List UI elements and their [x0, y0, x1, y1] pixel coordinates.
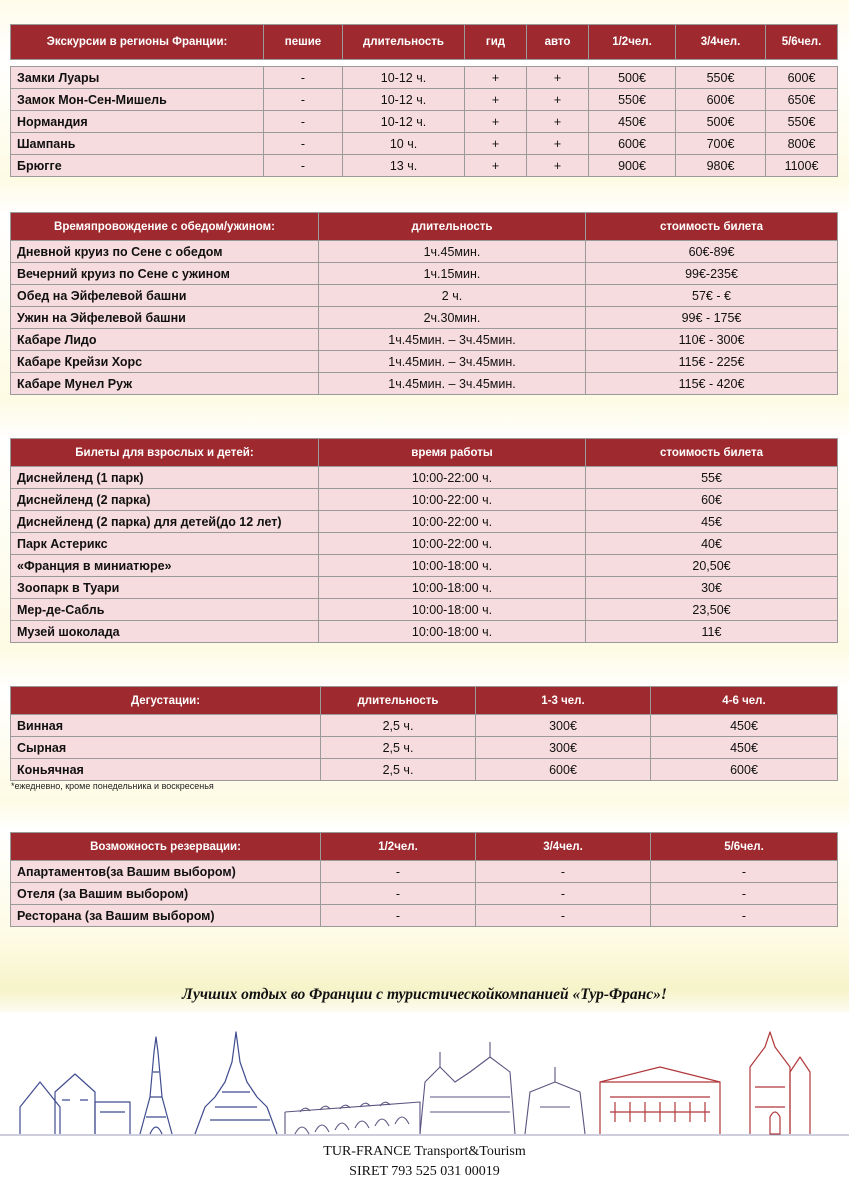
excursion-name: Замок Мон-Сен-Мишель	[11, 89, 264, 111]
excursion-walking: -	[264, 133, 343, 155]
dining-price: 115€ - 225€	[586, 351, 838, 373]
table-row	[11, 111, 838, 133]
tastings-header-duration: длительность	[321, 687, 476, 715]
reservation-1-2: -	[321, 905, 476, 927]
tasting-price-4-6: 600€	[651, 759, 838, 781]
table-row	[11, 351, 838, 373]
table-row	[11, 89, 838, 111]
dining-name: Ужин на Эйфелевой башни	[11, 307, 319, 329]
excursion-guide: +	[465, 89, 527, 111]
excursions-header-walking: пешие	[264, 25, 343, 60]
table-row	[11, 883, 838, 905]
ticket-hours: 10:00-18:00 ч.	[319, 599, 586, 621]
ticket-name: Мер-де-Сабль	[11, 599, 319, 621]
ticket-price: 60€	[586, 489, 838, 511]
dining-duration: 2ч.30мин.	[319, 307, 586, 329]
excursion-car: +	[527, 133, 589, 155]
excursions-header-guide: гид	[465, 25, 527, 60]
excursions-header-5-6-persons: 5/6чел.	[766, 25, 838, 60]
excursion-name: Замки Луары	[11, 67, 264, 89]
excursion-walking: -	[264, 67, 343, 89]
dining-price: 99€-235€	[586, 263, 838, 285]
excursion-price-5-6: 550€	[766, 111, 838, 133]
excursion-price-1-2: 450€	[589, 111, 676, 133]
tastings-header-1-3-persons: 1-3 чел.	[476, 687, 651, 715]
slogan: Лучших отдых во Франции с туристическойкомпанией «Тур-Франс»!	[182, 986, 667, 1003]
tasting-duration: 2,5 ч.	[321, 737, 476, 759]
excursion-walking: -	[264, 155, 343, 177]
dining-duration: 2 ч.	[319, 285, 586, 307]
tasting-price-1-3: 600€	[476, 759, 651, 781]
dining-name: Вечерний круиз по Сене с ужином	[11, 263, 319, 285]
table-row	[11, 241, 838, 263]
tasting-name: Коньячная	[11, 759, 321, 781]
table-row	[11, 577, 838, 599]
reservation-3-4: -	[476, 861, 651, 883]
tasting-price-4-6: 450€	[651, 737, 838, 759]
tastings-table	[10, 686, 838, 781]
excursion-price-1-2: 550€	[589, 89, 676, 111]
excursion-car: +	[527, 111, 589, 133]
dining-price: 99€ - 175€	[586, 307, 838, 329]
ticket-price: 23,50€	[586, 599, 838, 621]
ticket-name: Зоопарк в Туари	[11, 577, 319, 599]
reservations-header-type: Возможность резервации:	[11, 833, 321, 861]
dining-header-row	[11, 213, 838, 241]
table-row	[11, 467, 838, 489]
excursions-header-1-2-persons: 1/2чел.	[589, 25, 676, 60]
excursion-price-1-2: 500€	[589, 67, 676, 89]
dining-name: Кабаре Мунел Руж	[11, 373, 319, 395]
reservation-3-4: -	[476, 883, 651, 905]
tasting-duration: 2,5 ч.	[321, 715, 476, 737]
reservations-header-1-2-persons: 1/2чел.	[321, 833, 476, 861]
tasting-duration: 2,5 ч.	[321, 759, 476, 781]
landmarks-illustration	[0, 1012, 849, 1142]
excursions-header-car: авто	[527, 25, 589, 60]
excursion-name: Брюгге	[11, 155, 264, 177]
ticket-name: Диснейленд (1 парк)	[11, 467, 319, 489]
table-row	[11, 307, 838, 329]
ticket-price: 11€	[586, 621, 838, 643]
dining-duration: 1ч.45мин.	[319, 241, 586, 263]
tasting-price-4-6: 450€	[651, 715, 838, 737]
ticket-price: 30€	[586, 577, 838, 599]
table-row	[11, 285, 838, 307]
tickets-header-name: Билеты для взрослых и детей:	[11, 439, 319, 467]
dining-price: 115€ - 420€	[586, 373, 838, 395]
excursion-price-3-4: 700€	[676, 133, 766, 155]
excursion-duration: 13 ч.	[343, 155, 465, 177]
reservation-5-6: -	[651, 883, 838, 905]
table-row	[11, 621, 838, 643]
company-name: TUR-FRANCE Transport&Tourism	[323, 1144, 526, 1159]
table-row	[11, 555, 838, 577]
dining-price: 60€-89€	[586, 241, 838, 263]
table-row	[11, 861, 838, 883]
tasting-price-1-3: 300€	[476, 737, 651, 759]
table-row	[11, 67, 838, 89]
excursion-duration: 10-12 ч.	[343, 111, 465, 133]
excursion-car: +	[527, 155, 589, 177]
tickets-header-hours: время работы	[319, 439, 586, 467]
excursions-header-row	[11, 25, 838, 60]
reservation-name: Ресторана (за Вашим выбором)	[11, 905, 321, 927]
excursion-duration: 10-12 ч.	[343, 89, 465, 111]
table-row	[11, 133, 838, 155]
excursion-price-3-4: 980€	[676, 155, 766, 177]
dining-name: Кабаре Крейзи Хорс	[11, 351, 319, 373]
ticket-hours: 10:00-22:00 ч.	[319, 533, 586, 555]
reservation-5-6: -	[651, 861, 838, 883]
excursion-price-5-6: 600€	[766, 67, 838, 89]
dining-table	[10, 212, 838, 395]
ticket-hours: 10:00-18:00 ч.	[319, 555, 586, 577]
ticket-name: Диснейленд (2 парка)	[11, 489, 319, 511]
excursion-price-1-2: 900€	[589, 155, 676, 177]
dining-duration: 1ч.15мин.	[319, 263, 586, 285]
dining-header-activity: Времяпровождение с обедом/ужином:	[11, 213, 319, 241]
excursion-price-5-6: 1100€	[766, 155, 838, 177]
dining-price: 57€ - €	[586, 285, 838, 307]
reservation-3-4: -	[476, 905, 651, 927]
dining-duration: 1ч.45мин. – 3ч.45мин.	[319, 351, 586, 373]
dining-duration: 1ч.45мин. – 3ч.45мин.	[319, 329, 586, 351]
ticket-hours: 10:00-22:00 ч.	[319, 511, 586, 533]
table-row	[11, 599, 838, 621]
dining-name: Дневной круиз по Сене с обедом	[11, 241, 319, 263]
excursion-price-3-4: 500€	[676, 111, 766, 133]
tickets-table	[10, 438, 838, 643]
ticket-name: Музей шоколада	[11, 621, 319, 643]
reservations-header-3-4-persons: 3/4чел.	[476, 833, 651, 861]
ticket-name: «Франция в миниатюре»	[11, 555, 319, 577]
dining-header-price: стоимость билета	[586, 213, 838, 241]
dining-name: Кабаре Лидо	[11, 329, 319, 351]
excursion-price-3-4: 550€	[676, 67, 766, 89]
excursion-car: +	[527, 67, 589, 89]
tastings-header-type: Дегустации:	[11, 687, 321, 715]
table-row	[11, 759, 838, 781]
excursions-header-duration: длительность	[343, 25, 465, 60]
table-row	[11, 737, 838, 759]
ticket-price: 20,50€	[586, 555, 838, 577]
dining-duration: 1ч.45мин. – 3ч.45мин.	[319, 373, 586, 395]
ticket-name: Парк Астерикс	[11, 533, 319, 555]
excursion-guide: +	[465, 111, 527, 133]
table-row	[11, 533, 838, 555]
table-row	[11, 511, 838, 533]
reservation-5-6: -	[651, 905, 838, 927]
excursion-price-5-6: 650€	[766, 89, 838, 111]
company-siret: SIRET 793 525 031 00019	[349, 1164, 500, 1179]
tasting-name: Сырная	[11, 737, 321, 759]
tastings-header-4-6-persons: 4-6 чел.	[651, 687, 838, 715]
tastings-footnote: *ежедневно, кроме понедельника и воскресенья	[11, 781, 214, 791]
excursion-price-1-2: 600€	[589, 133, 676, 155]
ticket-hours: 10:00-22:00 ч.	[319, 467, 586, 489]
excursion-car: +	[527, 89, 589, 111]
table-row	[11, 263, 838, 285]
excursion-duration: 10 ч.	[343, 133, 465, 155]
excursion-price-5-6: 800€	[766, 133, 838, 155]
table-row	[11, 329, 838, 351]
table-row	[11, 715, 838, 737]
excursions-header-region: Экскурсии в регионы Франции:	[11, 25, 264, 60]
dining-name: Обед на Эйфелевой башни	[11, 285, 319, 307]
landmarks-skyline-image	[0, 1012, 849, 1142]
excursions-table	[10, 24, 838, 177]
tickets-header-row	[11, 439, 838, 467]
tastings-header-row	[11, 687, 838, 715]
excursion-guide: +	[465, 155, 527, 177]
reservation-1-2: -	[321, 861, 476, 883]
reservation-name: Отеля (за Вашим выбором)	[11, 883, 321, 905]
tasting-price-1-3: 300€	[476, 715, 651, 737]
ticket-price: 45€	[586, 511, 838, 533]
excursion-walking: -	[264, 89, 343, 111]
dining-price: 110€ - 300€	[586, 329, 838, 351]
reservations-header-row	[11, 833, 838, 861]
table-row	[11, 489, 838, 511]
reservation-name: Апартаментов(за Вашим выбором)	[11, 861, 321, 883]
ticket-name: Диснейленд (2 парка) для детей(до 12 лет)	[11, 511, 319, 533]
ticket-price: 40€	[586, 533, 838, 555]
reservations-table	[10, 832, 838, 927]
table-row	[11, 905, 838, 927]
excursion-duration: 10-12 ч.	[343, 67, 465, 89]
table-row	[11, 373, 838, 395]
excursion-name: Нормандия	[11, 111, 264, 133]
tickets-header-price: стоимость билета	[586, 439, 838, 467]
ticket-hours: 10:00-18:00 ч.	[319, 621, 586, 643]
reservation-1-2: -	[321, 883, 476, 905]
ticket-hours: 10:00-22:00 ч.	[319, 489, 586, 511]
ticket-hours: 10:00-18:00 ч.	[319, 577, 586, 599]
excursion-guide: +	[465, 133, 527, 155]
reservations-header-5-6-persons: 5/6чел.	[651, 833, 838, 861]
excursion-guide: +	[465, 67, 527, 89]
excursion-walking: -	[264, 111, 343, 133]
excursions-header-3-4-persons: 3/4чел.	[676, 25, 766, 60]
dining-header-duration: длительность	[319, 213, 586, 241]
excursion-name: Шампань	[11, 133, 264, 155]
tasting-name: Винная	[11, 715, 321, 737]
ticket-price: 55€	[586, 467, 838, 489]
table-row	[11, 155, 838, 177]
excursion-price-3-4: 600€	[676, 89, 766, 111]
